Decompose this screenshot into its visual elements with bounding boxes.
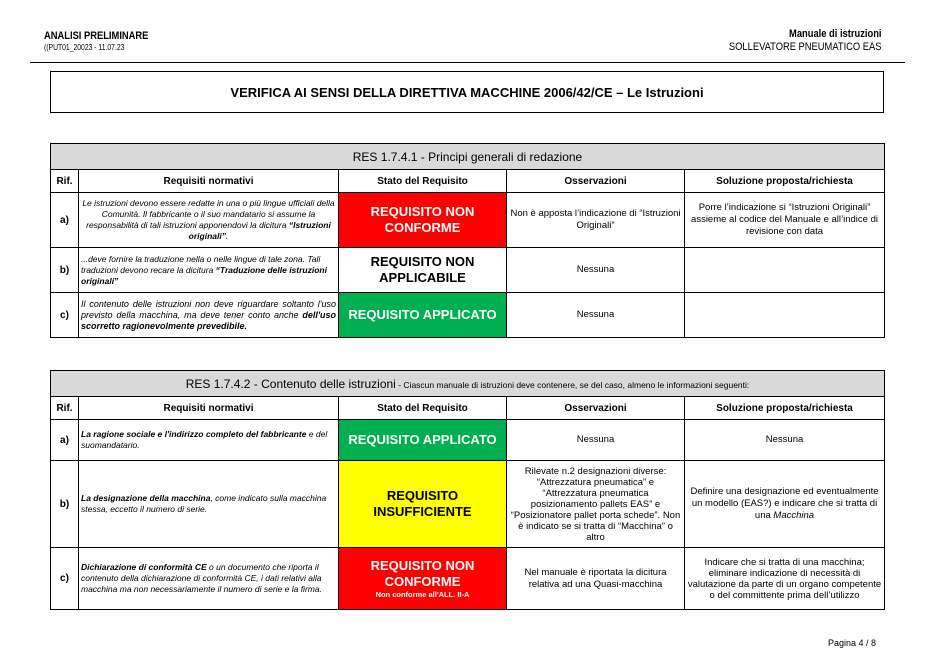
- section-subtitle: - Ciascun manuale di istruzioni deve contenere, se del caso, almeno le informazioni seguenti:: [395, 379, 750, 390]
- soluzione-cell: Porre l’indicazione si “Istruzioni Originali” assieme al codice del Manuale e all’indice di revisione con data: [685, 193, 885, 248]
- requisito-cell: Le istruzioni devono essere redatte in una o più lingue ufficiali della Comunità. Il fabbricante o il suo mandatario si assume la responsabilità di tali istruzioni apponendovi la dicitura “Istruzioni originali”.: [79, 193, 339, 248]
- col-requisiti: Requisiti normativi: [79, 170, 339, 193]
- column-header-row: [51, 397, 885, 420]
- osservazioni-cell: Non è apposta l’indicazione di “Istruzioni Originali”: [507, 193, 685, 248]
- soluzione-cell: Indicare che si tratta di una macchina; eliminare indicazione di necessità di valutazione da parte di un organo competente o del committente prima dell’utilizzo: [685, 548, 885, 610]
- soluzione-cell: Nessuna: [685, 420, 885, 461]
- document-code: ((PUT01_20023 - 11.07.23: [44, 43, 125, 52]
- status-badge: REQUISITO INSUFFICIENTE: [339, 461, 507, 548]
- soluzione-cell: [685, 248, 885, 293]
- status-note: Non conforme all'ALL. II-A: [375, 590, 470, 599]
- col-osservazioni: Osservazioni: [507, 170, 685, 193]
- rif-cell: b): [51, 248, 79, 293]
- section-title: RES 1.7.4.1 - Principi generali di redazione: [51, 144, 885, 170]
- col-soluzione: Soluzione proposta/richiesta: [685, 397, 885, 420]
- requisito-cell: Dichiarazione di conformità CE o un documento che riporta il contenuto della dichiarazione di conformità CE, i dati relativi alla macchina ma non necessariamente il numero di serie e la firma.: [79, 548, 339, 610]
- table-row: [51, 461, 885, 548]
- page-title: VERIFICA AI SENSI DELLA DIRETTIVA MACCHINE 2006/42/CE – Le Istruzioni: [50, 71, 884, 113]
- header-right: [702, 28, 882, 53]
- col-stato: Stato del Requisito: [339, 397, 507, 420]
- document-type: ANALISI PRELIMINARE: [44, 30, 149, 42]
- osservazioni-cell: Nel manuale è riportata la dicitura relativa ad una Quasi-macchina: [507, 548, 685, 610]
- section-title: RES 1.7.4.2 - Contenuto delle istruzioni - Ciascun manuale di istruzioni deve contenere, se del caso, almeno le informazioni seguenti:: [51, 371, 885, 397]
- column-header-row: [51, 170, 885, 193]
- rif-cell: c): [51, 548, 79, 610]
- table-row: [51, 248, 885, 293]
- header-left: [44, 30, 167, 52]
- rif-cell: b): [51, 461, 79, 548]
- section-table-1-7-4-2: [50, 370, 885, 610]
- soluzione-cell: [685, 293, 885, 338]
- osservazioni-cell: Nessuna: [507, 293, 685, 338]
- table-row: [51, 420, 885, 461]
- osservazioni-cell: Nessuna: [507, 420, 685, 461]
- status-badge: REQUISITO NON CONFORME: [339, 193, 507, 248]
- page-number: Pagina 4 / 8: [827, 638, 876, 648]
- rif-cell: c): [51, 293, 79, 338]
- rif-cell: a): [51, 193, 79, 248]
- header-divider: [30, 62, 905, 63]
- table-row: [51, 548, 885, 610]
- product-name: SOLLEVATORE PNEUMATICO EAS: [729, 41, 882, 53]
- rif-cell: a): [51, 420, 79, 461]
- requisito-cell: ...deve fornire la traduzione nella o nelle lingue di tale zona. Tali traduzioni devono recare la dicitura “Traduzione delle istruzioni originali”: [79, 248, 339, 293]
- status-badge: REQUISITO NON CONFORME Non conforme all'ALL. II-A: [339, 548, 507, 610]
- manual-title: Manuale di istruzioni: [789, 28, 882, 40]
- table-row: [51, 293, 885, 338]
- requisito-cell: La ragione sociale e l'indirizzo completo del fabbricante e del suomandatario.: [79, 420, 339, 461]
- col-requisiti: Requisiti normativi: [79, 397, 339, 420]
- soluzione-cell: Definire una designazione ed eventualmente un modello (EAS?) e indicare che si tratta di una Macchina: [685, 461, 885, 548]
- table-row: [51, 193, 885, 248]
- status-badge: REQUISITO APPLICATO: [339, 293, 507, 338]
- osservazioni-cell: Nessuna: [507, 248, 685, 293]
- requisito-cell: Il contenuto delle istruzioni non deve riguardare soltanto l'uso previsto della macchina, ma deve tener conto anche dell'uso scorretto ragionevolmente prevedibile.: [79, 293, 339, 338]
- status-badge: REQUISITO APPLICATO: [339, 420, 507, 461]
- col-stato: Stato del Requisito: [339, 170, 507, 193]
- col-rif: Rif.: [51, 170, 79, 193]
- requisito-cell: La designazione della macchina, come indicato sulla macchina stessa, eccetto il numero di serie.: [79, 461, 339, 548]
- osservazioni-cell: Rilevate n.2 designazioni diverse: “Attrezzatura pneumatica” e “Attrezzatura pneumatica posizionamento pallets EAS” e “Posizionatore pallet porta schede”. Non è indicato se si tratta di “Macchina” o altro: [507, 461, 685, 548]
- section-table-1-7-4-1: [50, 143, 885, 338]
- status-badge: REQUISITO NON APPLICABILE: [339, 248, 507, 293]
- col-rif: Rif.: [51, 397, 79, 420]
- col-osservazioni: Osservazioni: [507, 397, 685, 420]
- col-soluzione: Soluzione proposta/richiesta: [685, 170, 885, 193]
